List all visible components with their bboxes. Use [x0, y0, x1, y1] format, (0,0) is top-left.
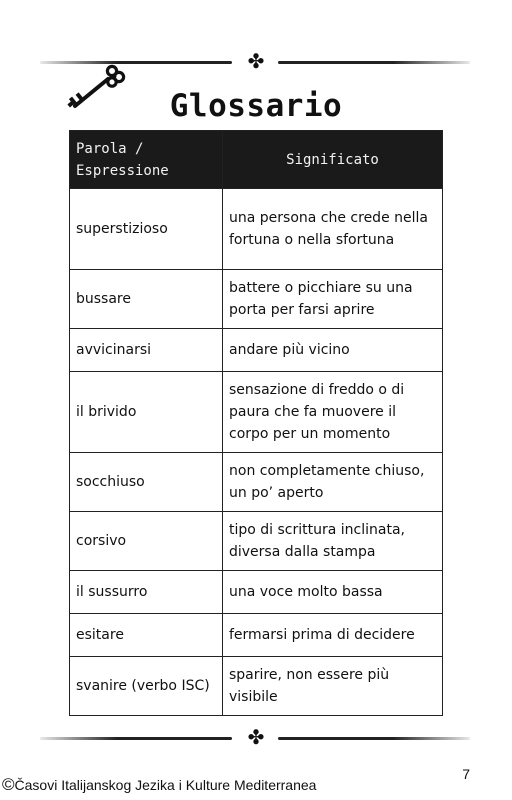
meaning-cell: andare più vicino	[223, 329, 443, 372]
copyright-text: Časovi Italijanskog Jezika i Kulture Mediterranea	[14, 777, 317, 793]
page-number: 7	[462, 766, 470, 782]
table-row	[70, 453, 443, 512]
table-row	[70, 657, 443, 716]
term-cell: esitare	[70, 614, 223, 657]
table-row	[70, 571, 443, 614]
term-cell: bussare	[70, 270, 223, 329]
ornament-line-left	[40, 737, 232, 740]
bottom-ornament	[40, 725, 470, 749]
term-cell: superstizioso	[70, 189, 223, 270]
page-title: Glossario	[169, 88, 343, 124]
meaning-cell: una persona che crede nella fortuna o nella sfortuna	[223, 189, 443, 270]
table-header-row	[70, 131, 443, 189]
table-row	[70, 270, 443, 329]
meaning-cell: non completamente chiuso, un po’ aperto	[223, 453, 443, 512]
fleuron-icon: ✤	[247, 725, 265, 749]
table-row	[70, 614, 443, 657]
table-row	[70, 372, 443, 453]
ornament-line-right	[278, 737, 470, 740]
term-cell: il brivido	[70, 372, 223, 453]
meaning-cell: fermarsi prima di decidere	[223, 614, 443, 657]
copyright-symbol: ©	[2, 775, 15, 794]
meaning-cell: sparire, non essere più visibile	[223, 657, 443, 716]
table-row	[70, 189, 443, 270]
glossary-table	[69, 130, 443, 716]
term-cell: socchiuso	[70, 453, 223, 512]
fleuron-icon: ✤	[247, 49, 265, 73]
meaning-cell: tipo di scrittura inclinata, diversa dalla stampa	[223, 512, 443, 571]
term-cell: il sussurro	[70, 571, 223, 614]
ornament-line-right	[278, 61, 470, 64]
term-cell: svanire (verbo ISC)	[70, 657, 223, 716]
table-row	[70, 512, 443, 571]
copyright-line	[2, 775, 316, 795]
table-row	[70, 329, 443, 372]
meaning-cell: sensazione di freddo o di paura che fa muovere il corpo per un momento	[223, 372, 443, 453]
term-cell: corsivo	[70, 512, 223, 571]
header-term: Parola / Espressione	[70, 131, 223, 189]
term-cell: avvicinarsi	[70, 329, 223, 372]
meaning-cell: una voce molto bassa	[223, 571, 443, 614]
meaning-cell: battere o picchiare su una porta per farsi aprire	[223, 270, 443, 329]
header-meaning: Significato	[223, 131, 443, 189]
